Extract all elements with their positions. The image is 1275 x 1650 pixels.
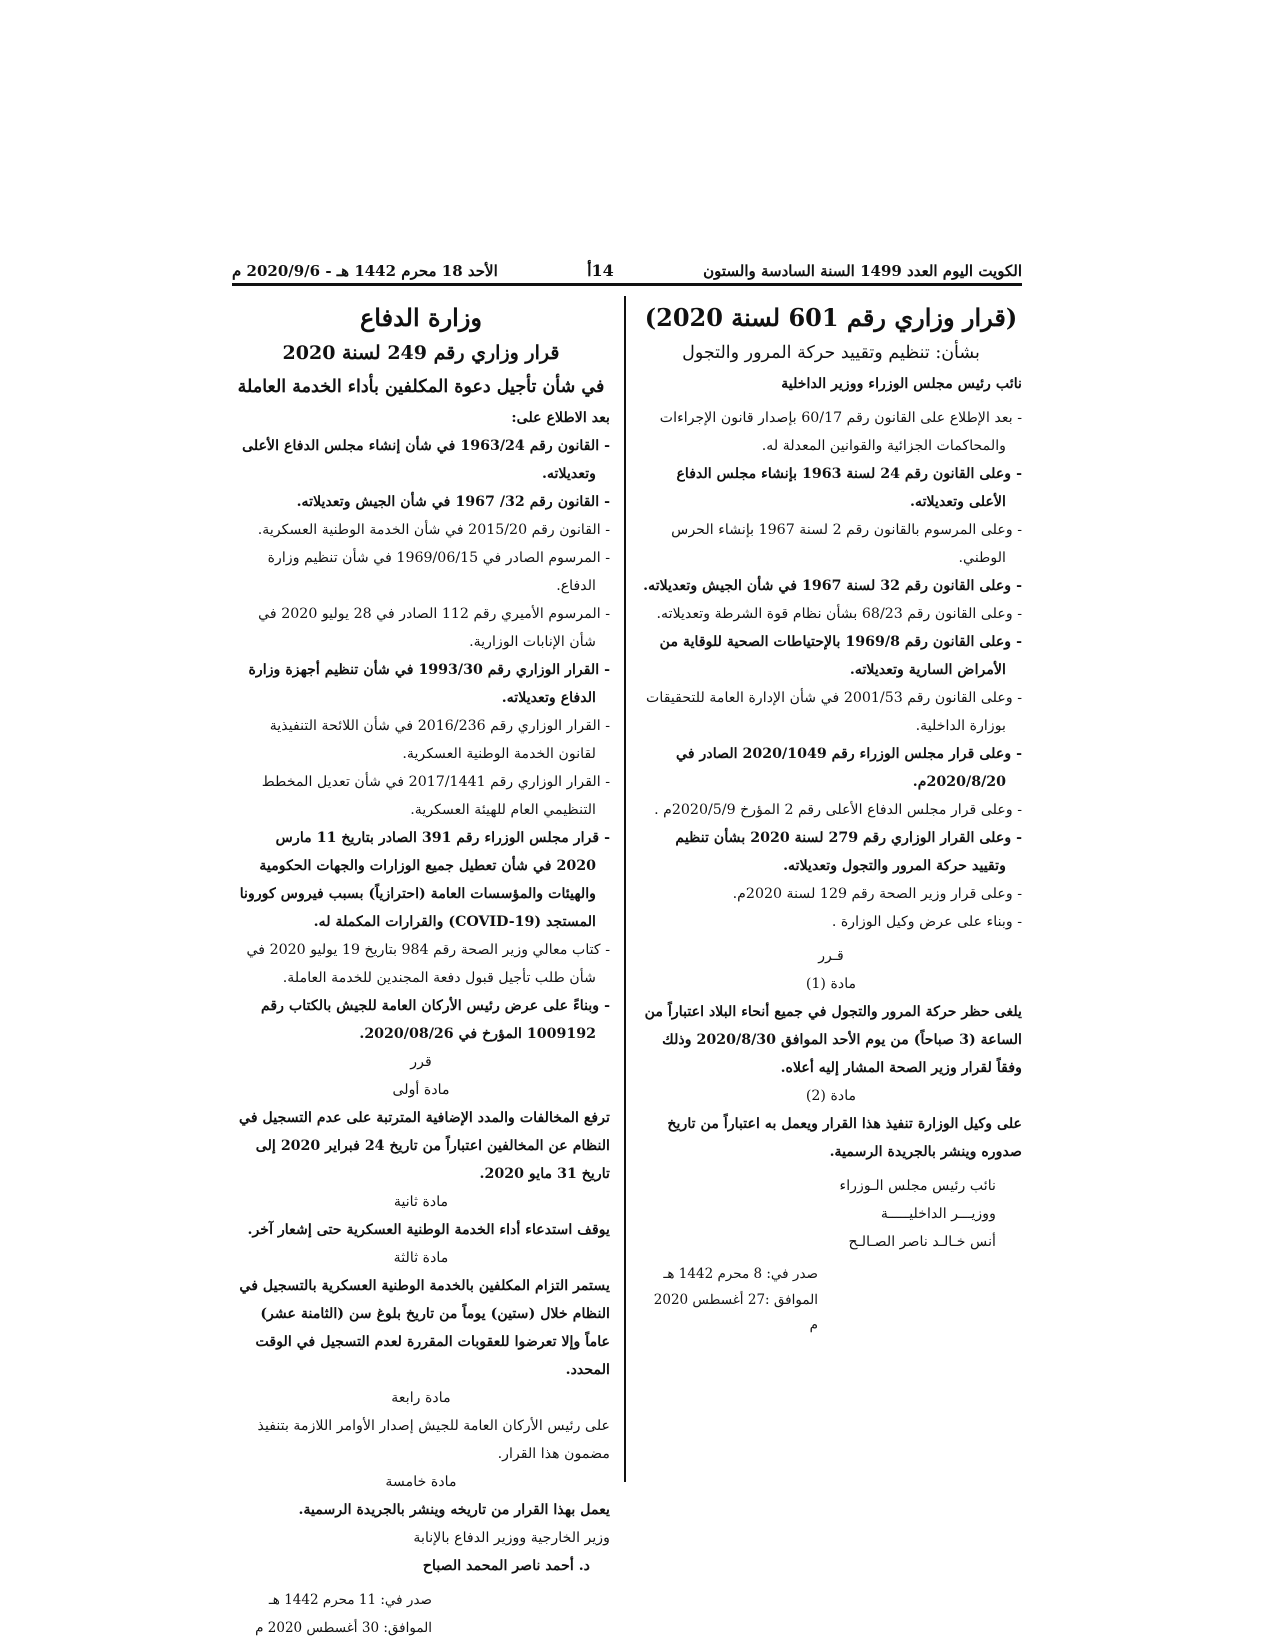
signature-name: د. أحمد ناصر المحمد الصباح xyxy=(422,1558,590,1574)
recital: - القانون رقم 32/ 1967 في شأن الجيش وتعديلاته. xyxy=(296,494,610,510)
decision-249-subject: في شأن تأجيل دعوة المكلفين بأداء الخدمة العاملة xyxy=(237,377,605,397)
recital: - وعلى قرار مجلس الوزراء رقم 2020/1049 الصادر في 2020/8/20م. xyxy=(676,746,1022,790)
recital: - وعلى المرسوم بالقانون رقم 2 لسنة 1967 بإنشاء الحرس الوطني. xyxy=(671,522,1022,566)
recital: - وبناء على عرض وكيل الوزارة . xyxy=(831,914,1022,930)
article-heading: مادة أولى xyxy=(392,1082,450,1098)
issue-date-hijri: صدر في: 8 محرم 1442 هـ xyxy=(663,1266,818,1282)
article-text: ترفع المخالفات والمدد الإضافية المترتبة على عدم التسجيل في النظام عن المخالفين اعتباراً من تاريخ 24 فبراير 2020 إلى تاريخ 31 مايو 2020. xyxy=(239,1110,610,1182)
article-text: على رئيس الأركان العامة للجيش إصدار الأوامر اللازمة بتنفيذ مضمون هذا القرار. xyxy=(257,1418,610,1462)
recital: - وعلى القانون رقم 24 لسنة 1963 بإنشاء مجلس الدفاع الأعلى وتعديلاته. xyxy=(676,466,1022,510)
article-text: يلغى حظر حركة المرور والتجول في جميع أنحاء البلاد اعتباراً من الساعة (3 صباحاً) من يوم الأحد الموافق 2020/8/30 وذلك وفقاً لقرار وزير الصحة المشار إليه أعلاه. xyxy=(644,1004,1022,1076)
article-heading: مادة رابعة xyxy=(391,1390,451,1406)
recital: - كتاب معالي وزير الصحة رقم 984 بتاريخ 19 يوليو 2020 في شأن طلب تأجيل قبول دفعة المجندين للخدمة العاملة. xyxy=(246,942,610,986)
article-heading: مادة خامسة xyxy=(385,1474,457,1490)
decision-601-title: (قرار وزاري رقم 601 لسنة 2020) xyxy=(644,303,1018,332)
article-heading: مادة (2) xyxy=(805,1088,857,1104)
signature-title: نائب رئيس مجلس الـوزراء xyxy=(839,1178,996,1194)
column-divider xyxy=(624,296,626,1482)
header-publication: الكويت اليوم العدد 1499 السنة السادسة والستون xyxy=(703,262,1022,280)
signature-title: وزير الخارجية ووزير الدفاع بالإنابة xyxy=(413,1530,610,1546)
recital: - القرار الوزاري رقم 1993/30 في شأن تنظيم أجهزة وزارة الدفاع وتعديلاته. xyxy=(248,662,610,706)
decision-601-subject: بشأن: تنظيم وتقييد حركة المرور والتجول xyxy=(682,343,980,363)
recital: - وعلى قرار مجلس الدفاع الأعلى رقم 2 المؤرخ 2020/5/9م . xyxy=(654,802,1022,818)
recital: - المرسوم الصادر في 1969/06/15 في شأن تنظيم وزارة الدفاع. xyxy=(267,550,610,594)
recital: - وعلى القرار الوزاري رقم 279 لسنة 2020 بشأن تنظيم وتقييد حركة المرور والتجول وتعديلاته. xyxy=(675,830,1022,874)
recital: - وعلى القانون رقم 32 لسنة 1967 في شأن الجيش وتعديلاته. xyxy=(643,578,1022,594)
recital: - القرار الوزاري رقم 2017/1441 في شأن تعديل المخطط التنظيمي العام للهيئة العسكرية. xyxy=(261,774,610,818)
article-text: على وكيل الوزارة تنفيذ هذا القرار ويعمل به اعتباراً من تاريخ صدوره وينشر بالجريدة الرسمية. xyxy=(667,1116,1022,1160)
article-text: يستمر التزام المكلفين بالخدمة الوطنية العسكرية بالتسجيل في النظام خلال (ستين) يوماً من تاريخ بلوغ سن (الثامنة عشر) عاماً وإلا تعرضوا للعقوبات المقررة لعدم التسجيل في الوقت المحدد. xyxy=(239,1278,610,1378)
article-text: يوقف استدعاء أداء الخدمة الوطنية العسكرية حتى إشعار آخر. xyxy=(247,1222,610,1238)
recital: - المرسوم الأميري رقم 112 الصادر في 28 يوليو 2020 في شأن الإنابات الوزارية. xyxy=(258,606,610,650)
recital: - القانون رقم 1963/24 في شأن إنشاء مجلس الدفاع الأعلى وتعديلاته. xyxy=(242,438,610,482)
article-heading: مادة ثانية xyxy=(393,1194,449,1210)
recital: - قرار مجلس الوزراء رقم 391 الصادر بتاريخ 11 مارس 2020 في شأن تعطيل جميع الوزارات والجهات الحكومية والهيئات والمؤسسات العامة (احترازياً) بسبب فيروس كورونا المستجد (COVID-19) والقرارات المكملة له. xyxy=(239,830,610,930)
issue-date-hijri: صدر في: 11 محرم 1442 هـ xyxy=(268,1592,432,1608)
decision-601-column xyxy=(640,300,1022,1339)
recital: - وعلى القانون رقم 68/23 بشأن نظام قوة الشرطة وتعديلاته. xyxy=(656,606,1022,622)
decided-heading: قرر xyxy=(410,1054,432,1070)
issue-date-gregorian: الموافق :27 أغسطس 2020 م xyxy=(653,1292,818,1333)
header-date: الأحد 18 محرم 1442 هـ - 2020/9/6 م xyxy=(232,262,498,280)
header-page-number: 14أ xyxy=(587,261,614,280)
article-text: يعمل بهذا القرار من تاريخه وينشر بالجريدة الرسمية. xyxy=(298,1502,610,1518)
recital: - القانون رقم 2015/20 في شأن الخدمة الوطنية العسكرية. xyxy=(257,522,610,538)
signature-name: أنس خـالـد ناصر الصـالـح xyxy=(848,1234,996,1250)
article-heading: مادة (1) xyxy=(805,976,857,992)
article-heading: مادة ثالثة xyxy=(393,1250,449,1266)
recital: - وعلى قرار وزير الصحة رقم 129 لسنة 2020م. xyxy=(732,886,1022,902)
signature-title: ووزيـــر الداخليـــــة xyxy=(880,1206,996,1222)
recital: - وبناءً على عرض رئيس الأركان العامة للجيش بالكتاب رقم 1009192 المؤرخ في 2020/08/26. xyxy=(260,998,610,1042)
decision-601-issuer: نائب رئيس مجلس الوزراء ووزير الداخلية xyxy=(781,376,1022,392)
page-header xyxy=(232,252,1022,280)
decision-249-column xyxy=(232,300,610,1642)
issue-date-gregorian: الموافق: 30 أغسطس 2020 م xyxy=(255,1620,432,1636)
decision-249-title: قرار وزاري رقم 249 لسنة 2020 xyxy=(282,342,560,364)
recital: - القرار الوزاري رقم 2016/236 في شأن اللائحة التنفيذية لقانون الخدمة الوطنية العسكرية. xyxy=(269,718,610,762)
recital: - بعد الإطلاع على القانون رقم 60/17 بإصدار قانون الإجراءات والمحاكمات الجزائية والقوانين المعدلة له. xyxy=(659,410,1022,454)
ministry-name: وزارة الدفاع xyxy=(359,303,483,332)
recital: - وعلى القانون رقم 1969/8 بالإحتياطات الصحية للوقاية من الأمراض السارية وتعديلاته. xyxy=(659,634,1022,678)
recital: - وعلى القانون رقم 2001/53 في شأن الإدارة العامة للتحقيقات بوزارة الداخلية. xyxy=(646,690,1022,734)
decided-heading: قـرر xyxy=(818,948,844,964)
recitals-intro: بعد الاطلاع على: xyxy=(511,410,610,426)
header-rule xyxy=(232,283,1022,286)
